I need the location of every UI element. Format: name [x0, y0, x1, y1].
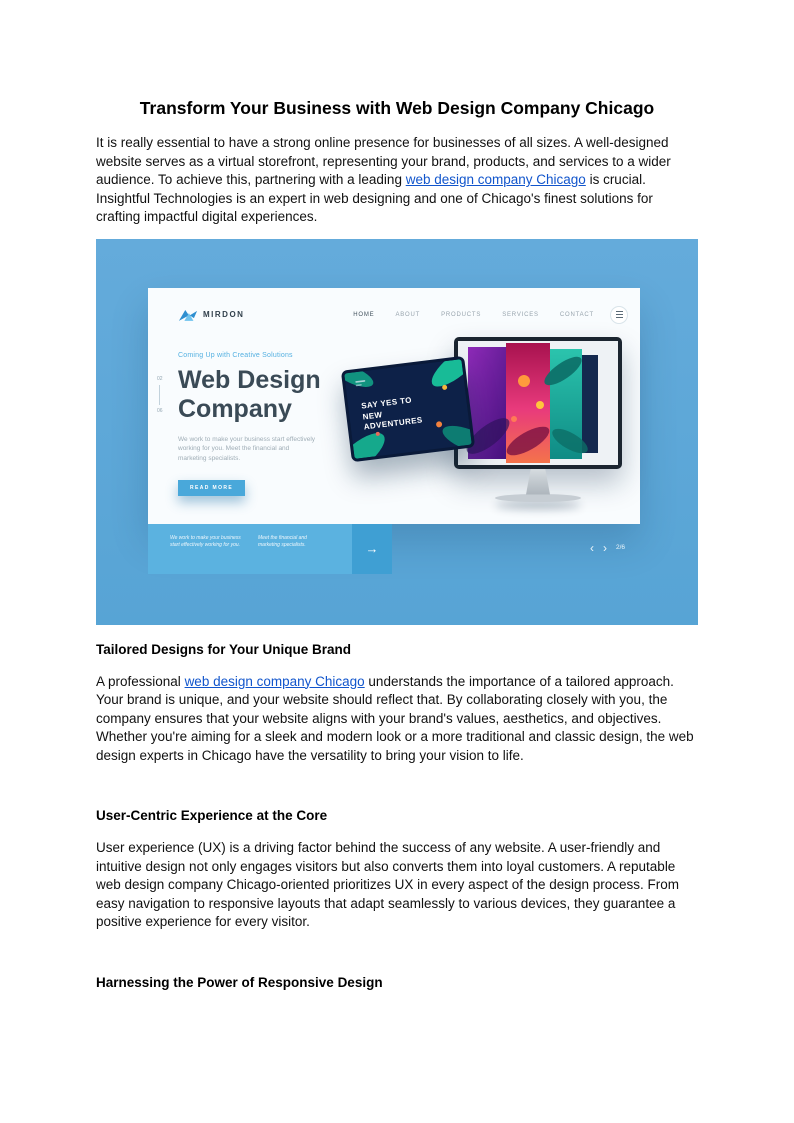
mockup-paragraph: We work to make your business start effectively working for you. Meet the financial and marketing specialists. [178, 435, 316, 462]
mirdon-logo [178, 307, 244, 322]
pager-label: 2/6 [616, 544, 626, 551]
monitor-base [495, 494, 581, 502]
screen-artwork [458, 341, 618, 465]
slide-indicator-line [159, 385, 160, 405]
page-title: Transform Your Business with Web Design Company Chicago [139, 98, 655, 118]
mockup-title-line1: Web Design [178, 365, 321, 394]
mock-nav-home: HOME [353, 311, 375, 318]
section-paragraph-tailored-designs [96, 673, 698, 766]
monitor-stand [526, 469, 550, 495]
mock-nav-services: SERVICES [502, 311, 539, 318]
mockup-bottom-strip [148, 524, 392, 574]
hero-canvas [96, 239, 698, 625]
mockup-header [178, 304, 628, 326]
inline-link-web-design-company-chicago[interactable]: web design company Chicago [405, 172, 586, 187]
chevron-left-icon: ‹ [590, 540, 594, 555]
mock-nav-about: ABOUT [395, 311, 421, 318]
read-more-button: READ MORE [178, 480, 245, 496]
section-heading-user-centric: User-Centric Experience at the Core [96, 808, 328, 823]
intro-text-before: It is really essential to have a strong online presence for businesses of all sizes. A well-designed website serves as a virtual storefront, representing your brand, products, and services to a wider audience. To achieve this, partnering with a leading [96, 135, 671, 187]
strip-text-blocks [148, 524, 352, 574]
intro-text-after: is crucial. Insightful Technologies is an expert in web designing and one of Chicago's finest solutions for crafting impactful digital experiences. [96, 172, 653, 224]
strip-note-1: We work to make your business start effectively working for you. [170, 534, 241, 548]
slide-indicator-current: 02 [157, 375, 163, 382]
section-1-text-before: A professional [96, 673, 185, 689]
slide-indicator [157, 376, 163, 414]
inline-link-web-design-company-chicago[interactable]: web design company Chicago [184, 673, 365, 689]
mirdon-logo-text: MIRDON [203, 310, 245, 319]
hero-image [96, 239, 698, 625]
hamburger-menu-icon [610, 306, 628, 324]
section-1-text-after: understands the importance of a tailored approach. Your brand is unique, and your website should reflect that. By collaborating closely with you, the company ensures that your website aligns with your brand's values, aesthetics, and objectives. Whether you're aiming for a sleek and modern look or a more traditional and classic design, the web design experts in Chicago have the versatility to bring your vision to life. [96, 673, 694, 763]
arrow-right-icon: → [352, 524, 392, 574]
mirdon-logo-icon [178, 307, 198, 322]
mockup-nav [353, 312, 594, 318]
mockup-hero-copy [178, 352, 348, 497]
mock-nav-contact: CONTACT [559, 311, 594, 318]
mock-nav-products: PRODUCTS [441, 311, 482, 318]
chevron-right-icon: › [603, 540, 607, 555]
section-heading-tailored-designs: Tailored Designs for Your Unique Brand [96, 641, 352, 657]
strip-note-2: Meet the financial and marketing specialists. [258, 534, 307, 548]
mockup-tagline: Coming Up with Creative Solutions [178, 351, 293, 359]
tablet-caption: SAY YES TO NEW ADVENTURES [360, 395, 424, 431]
mockup-title-line2: Company [178, 394, 292, 423]
section-heading-responsive-design: Harnessing the Power of Responsive Design [96, 974, 383, 990]
slide-indicator-total: 06 [157, 407, 163, 414]
section-paragraph-user-centric: User experience (UX) is a driving factor behind the success of any website. A user-friendly and intuitive design not only engages visitors but also converts them into loyal customers. A reputable web design company Chicago-oriented prioritizes UX in every aspect of the design process. From easy navigation to responsive layouts that adapt seamlessly to various devices, they guarantee a positive experience for every visitor. [96, 840, 680, 929]
intro-paragraph [96, 134, 698, 227]
monitor-mockup [454, 337, 622, 502]
mockup-title [178, 366, 348, 424]
tablet-mockup [341, 355, 475, 461]
monitor-screen [454, 337, 622, 469]
carousel-pager [590, 542, 625, 554]
